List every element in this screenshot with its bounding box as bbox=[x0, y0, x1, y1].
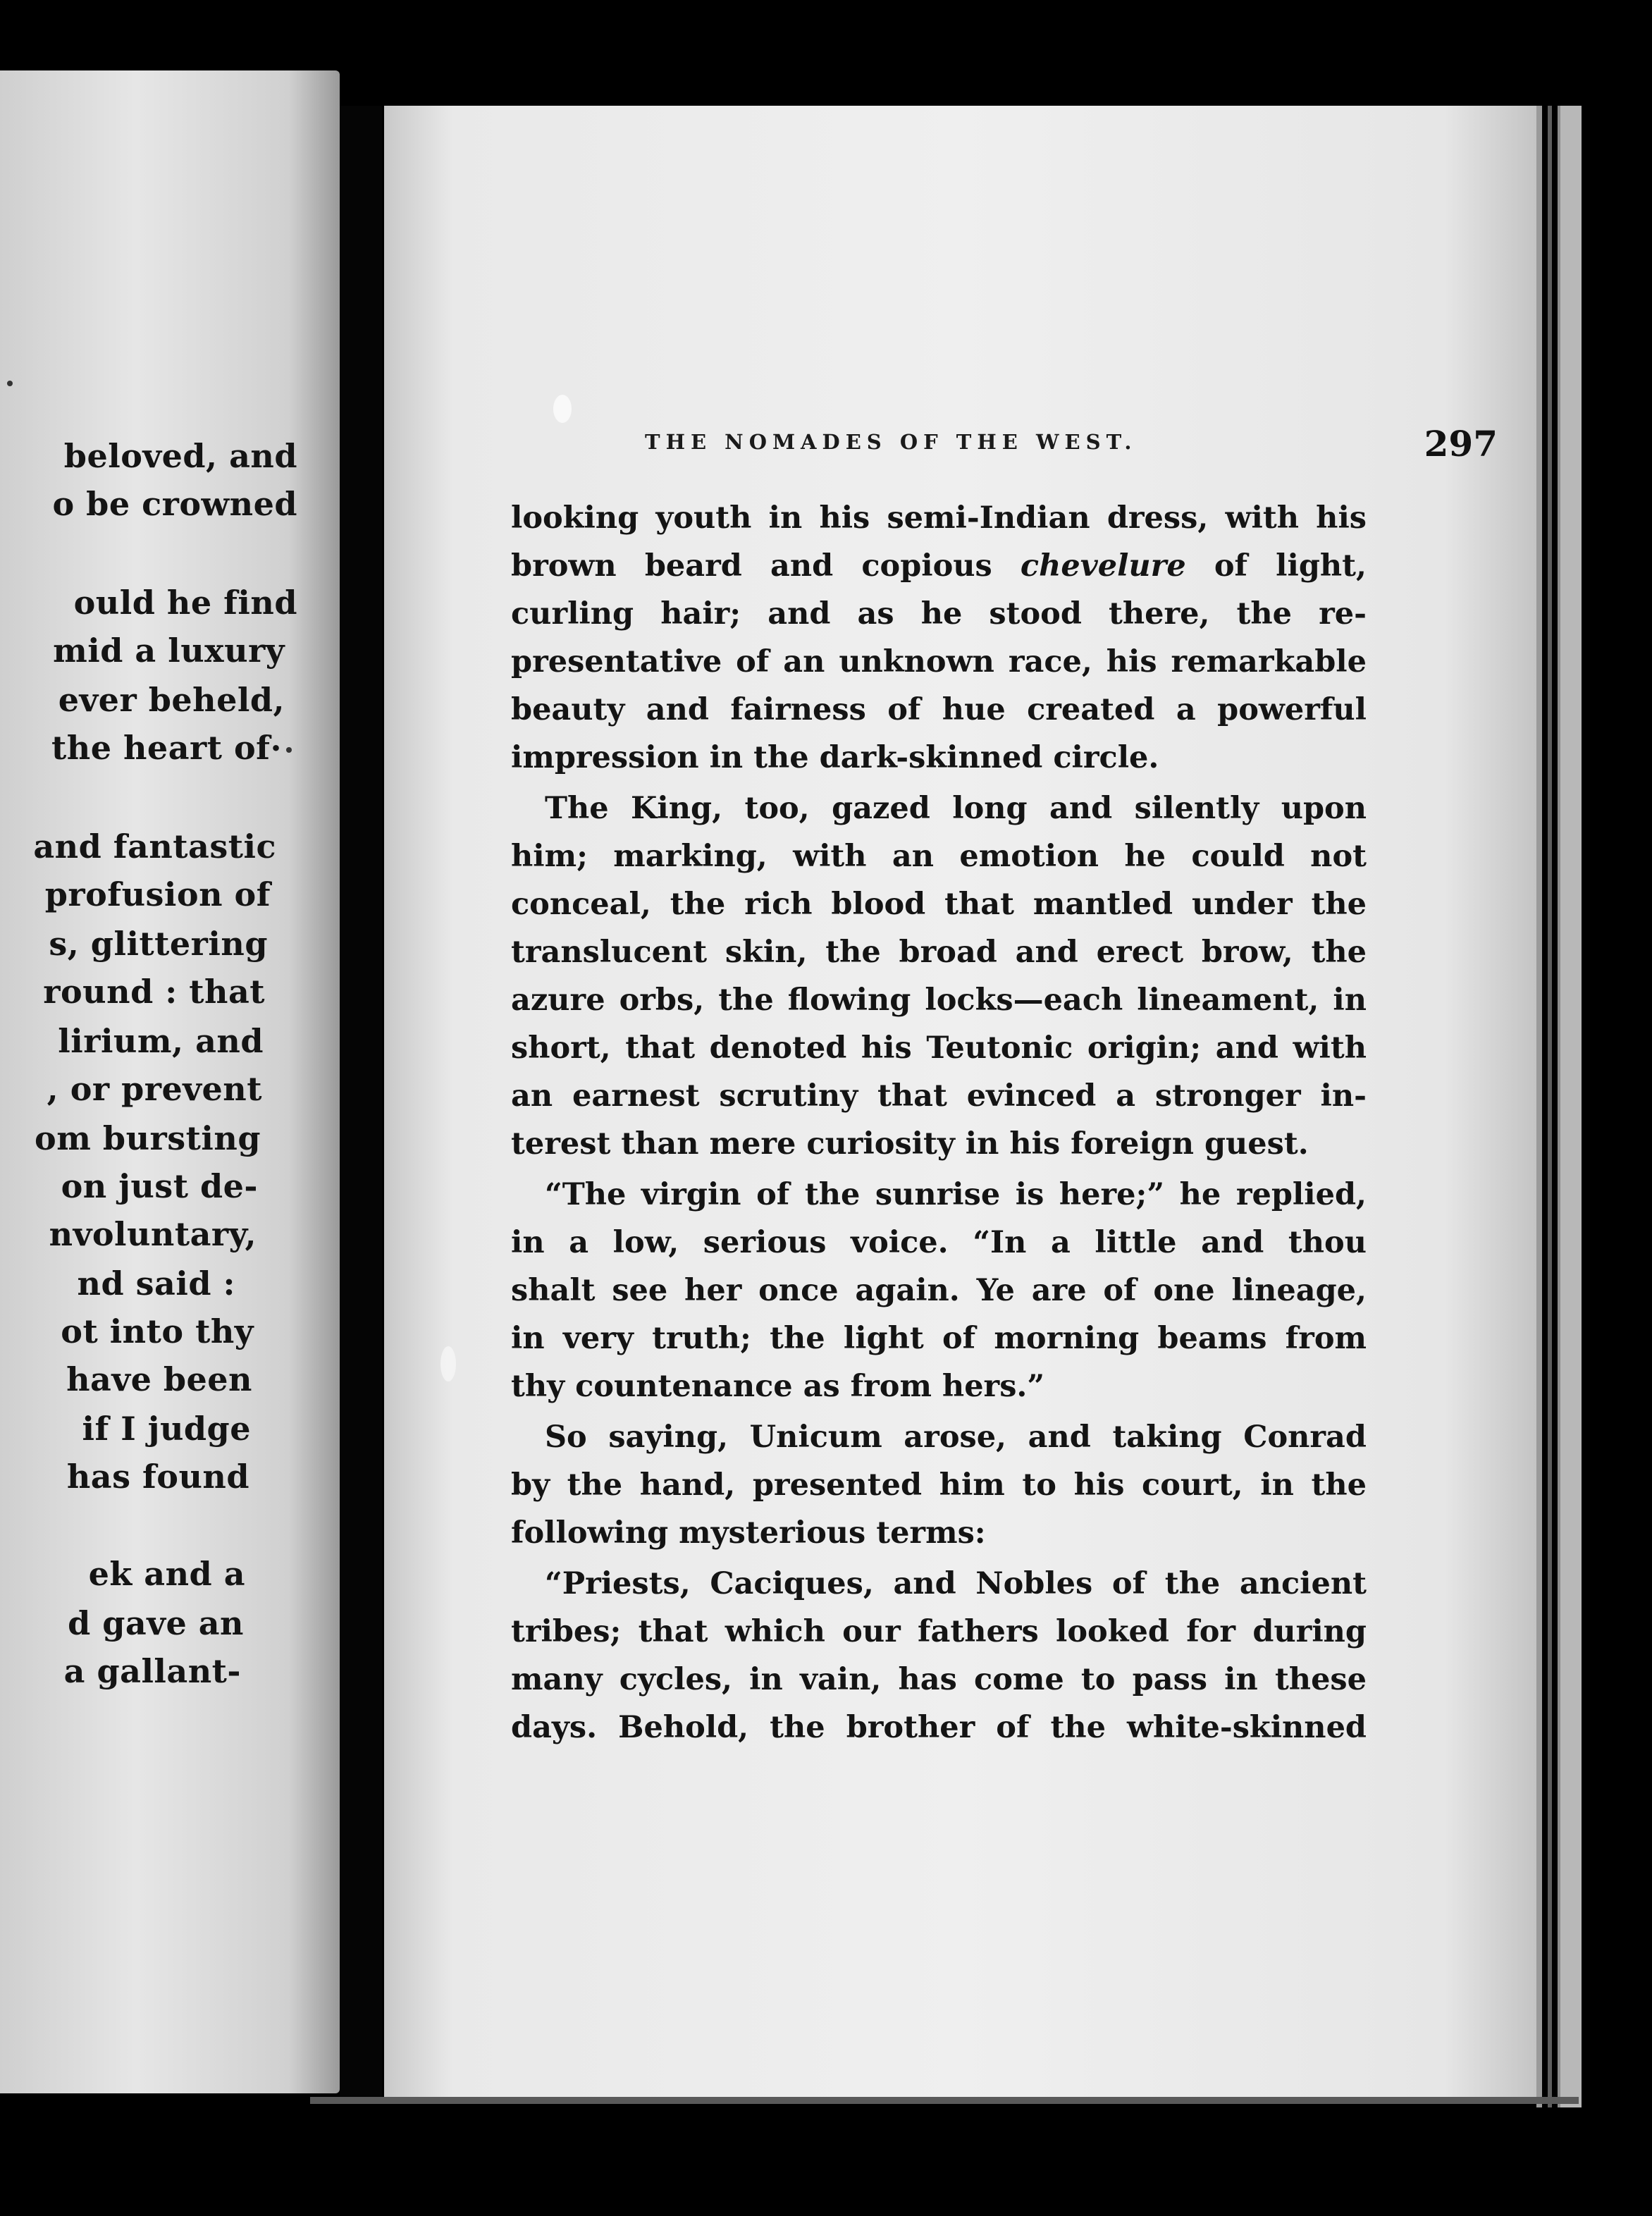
page-bottom-edge bbox=[310, 2097, 1579, 2104]
ink-speck bbox=[7, 381, 13, 386]
left-page-line: ek and a bbox=[88, 1555, 245, 1593]
text-line: shalt see her once again. Ye are of one lineage, bbox=[511, 1273, 1367, 1308]
text-line: terest than mere curiosity in his foreign guest. bbox=[511, 1126, 1309, 1162]
text-line: conceal, the rich blood that mantled under the bbox=[511, 887, 1367, 922]
text-line: curling hair; and as he stood there, the re- bbox=[511, 596, 1367, 632]
left-page-line: o be crowned bbox=[52, 485, 297, 523]
text-line: looking youth in his semi-Indian dress, with his bbox=[511, 500, 1367, 536]
text-line: in very truth; the light of morning beams from bbox=[511, 1321, 1367, 1356]
left-page-line: s, glittering bbox=[49, 925, 268, 963]
text-line: in a low, serious voice. “In a little and thou bbox=[511, 1225, 1367, 1260]
text-line: impression in the dark-skinned circle. bbox=[511, 740, 1159, 775]
page-edge bbox=[1548, 106, 1552, 2107]
page-number: 297 bbox=[1424, 423, 1498, 464]
left-page-line: a gallant- bbox=[63, 1652, 241, 1690]
left-facing-page bbox=[0, 70, 340, 2093]
text-line: short, that denoted his Teutonic origin; and with bbox=[511, 1030, 1367, 1066]
left-page-line: ot into thy bbox=[61, 1312, 254, 1350]
left-page-line: d gave an bbox=[68, 1604, 244, 1642]
left-page-line: the heart of· bbox=[51, 729, 282, 767]
ink-speck bbox=[286, 747, 292, 753]
text-line: beauty and fairness of hue created a powerful bbox=[511, 692, 1367, 727]
text-line: So saying, Unicum arose, and taking Conrad bbox=[545, 1420, 1367, 1455]
text-line-with-italic bbox=[511, 545, 1367, 587]
left-page-line: on just de- bbox=[61, 1167, 258, 1205]
left-page-line: lirium, and bbox=[58, 1022, 264, 1060]
text-line: The King, too, gazed long and silently upon bbox=[545, 791, 1367, 826]
left-page-line: profusion of bbox=[44, 875, 271, 913]
running-head-title: THE NOMADES OF THE WEST. bbox=[645, 430, 1138, 454]
right-page bbox=[384, 106, 1536, 2100]
text-line: him; marking, with an emotion he could not bbox=[511, 839, 1367, 874]
paper-blemish bbox=[440, 1346, 456, 1381]
left-page-line: round : that bbox=[43, 973, 265, 1011]
left-page-line: mid a luxury bbox=[53, 632, 285, 670]
left-page-line: have been bbox=[66, 1360, 252, 1398]
left-page-line: nvoluntary, bbox=[49, 1215, 257, 1253]
left-page-line: has found bbox=[66, 1458, 249, 1496]
paper-blemish bbox=[553, 395, 572, 423]
text-line: an earnest scrutiny that evinced a stronger in- bbox=[511, 1078, 1367, 1114]
page-edge bbox=[1536, 106, 1542, 2107]
text-line: thy countenance as from hers.” bbox=[511, 1369, 1045, 1404]
text-line: “The virgin of the sunrise is here;” he replied, bbox=[545, 1177, 1367, 1212]
left-page-line: , or prevent bbox=[47, 1070, 262, 1108]
text-line: many cycles, in vain, has come to pass in these bbox=[511, 1662, 1367, 1697]
text-line: tribes; that which our fathers looked for during bbox=[511, 1614, 1367, 1649]
left-page-line: nd said : bbox=[77, 1264, 235, 1303]
left-page-line: om bursting bbox=[35, 1119, 261, 1157]
left-page-line: beloved, and bbox=[63, 437, 297, 475]
text-line: by the hand, presented him to his court, in the bbox=[511, 1467, 1367, 1503]
text-line: days. Behold, the brother of the white-skinned bbox=[511, 1710, 1367, 1745]
book-gutter bbox=[340, 106, 382, 2100]
left-page-line: and fantastic bbox=[33, 827, 276, 866]
book-fore-edge bbox=[1560, 106, 1582, 2107]
text-line: translucent skin, the broad and erect brow, the bbox=[511, 935, 1367, 970]
running-head bbox=[645, 423, 1498, 479]
text-line: azure orbs, the flowing locks—each lineament, in bbox=[511, 983, 1367, 1018]
left-page-line: ever beheld, bbox=[58, 681, 285, 719]
text-line: following mysterious terms: bbox=[511, 1515, 986, 1551]
italic-word: chevelure bbox=[1020, 548, 1186, 584]
left-page-line: ould he find bbox=[73, 584, 297, 622]
text-line: brown beard and copious chevelure of light, bbox=[511, 548, 1367, 584]
text-line: presentative of an unknown race, his remarkable bbox=[511, 644, 1367, 679]
left-page-line: if I judge bbox=[82, 1410, 251, 1448]
text-line: “Priests, Caciques, and Nobles of the ancient bbox=[545, 1566, 1367, 1601]
